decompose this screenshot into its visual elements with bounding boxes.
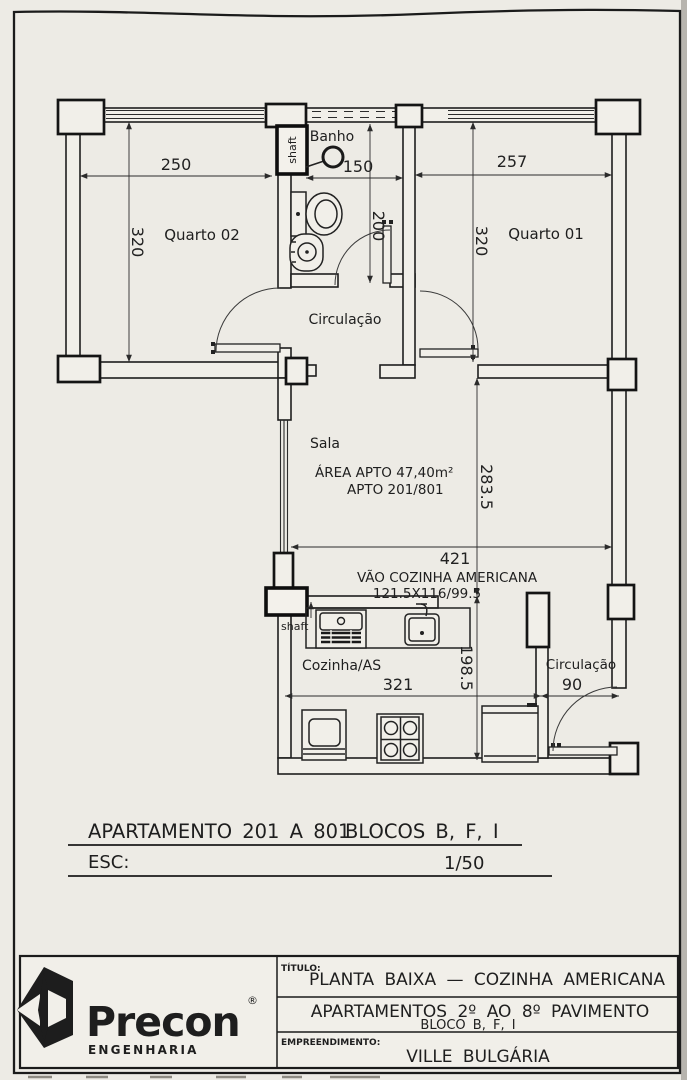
caption-apartment: APARTAMENTO 201 A 801 [88, 820, 351, 843]
dim-cozinha-width: 321 [382, 675, 414, 694]
dim-banho-depth: 200 [369, 210, 388, 242]
laundry-tank-icon [316, 610, 366, 648]
washer-icon [302, 710, 346, 760]
shaft-cozinha-label: shaft [281, 620, 309, 633]
titulo-line3: BLOCO B, F, I [420, 1018, 516, 1033]
label-cozinha: Cozinha/AS [302, 658, 382, 674]
brand-wordmark: Precon [86, 998, 240, 1046]
dim-quarto01-width: 257 [496, 152, 528, 171]
fridge-handle [527, 703, 537, 707]
caption-esc-label: ESC: [88, 852, 130, 873]
vao-cozinha-line1: VÃO COZINHA AMERICANA [356, 570, 538, 586]
basin-icon [290, 234, 323, 271]
brand-subtitle: ENGENHARIA [88, 1043, 199, 1057]
label-quarto02: Quarto 02 [164, 226, 240, 244]
dim-entry-width: 90 [561, 675, 583, 694]
dim-quarto02-depth: 320 [128, 226, 147, 258]
dim-cozinha-depth: 198.5 [457, 645, 476, 691]
dim-banho-width: 150 [342, 157, 374, 176]
empreendimento-label: EMPREENDIMENTO: [281, 1038, 381, 1048]
area-apto-line1: ÁREA APTO 47,40m² [315, 465, 454, 481]
vao-cozinha-line2: 121.5X116/99.5 [372, 586, 482, 602]
dim-quarto01-depth: 320 [472, 225, 491, 257]
label-sala: Sala [310, 436, 340, 452]
titulo-label: TÍTULO: [281, 964, 321, 974]
caption-esc-value: 1/50 [444, 853, 485, 874]
dim-quarto02-width: 250 [160, 155, 192, 174]
empreendimento-value: VILLE BULGÁRIA [406, 1047, 550, 1067]
fridge-icon [482, 703, 538, 762]
label-circulacao: Circulação [308, 312, 382, 328]
caption-blocks: BLOCOS B, F, I [345, 820, 499, 843]
area-apto-line2: APTO 201/801 [347, 482, 444, 498]
stove-icon [377, 714, 423, 763]
titulo-line2: APARTAMENTOS 2º AO 8º PAVIMENTO [310, 1002, 650, 1022]
label-banho: Banho [309, 129, 355, 145]
title-block [17, 956, 678, 1068]
label-circulacao-entry: Circulação [545, 657, 617, 673]
shaft-banho-label: shaft [286, 136, 299, 164]
dim-sala-width: 421 [439, 549, 471, 568]
dim-sala-depth: 283.5 [477, 464, 496, 510]
shaft-banho-box [277, 126, 307, 174]
titulo-line1: PLANTA BAIXA — COZINHA AMERICANA [308, 970, 666, 990]
label-quarto01: Quarto 01 [508, 225, 584, 243]
scan-edge-shadow [681, 0, 687, 1080]
brand-registered-icon: ® [247, 994, 258, 1007]
toilet-icon [291, 192, 342, 236]
